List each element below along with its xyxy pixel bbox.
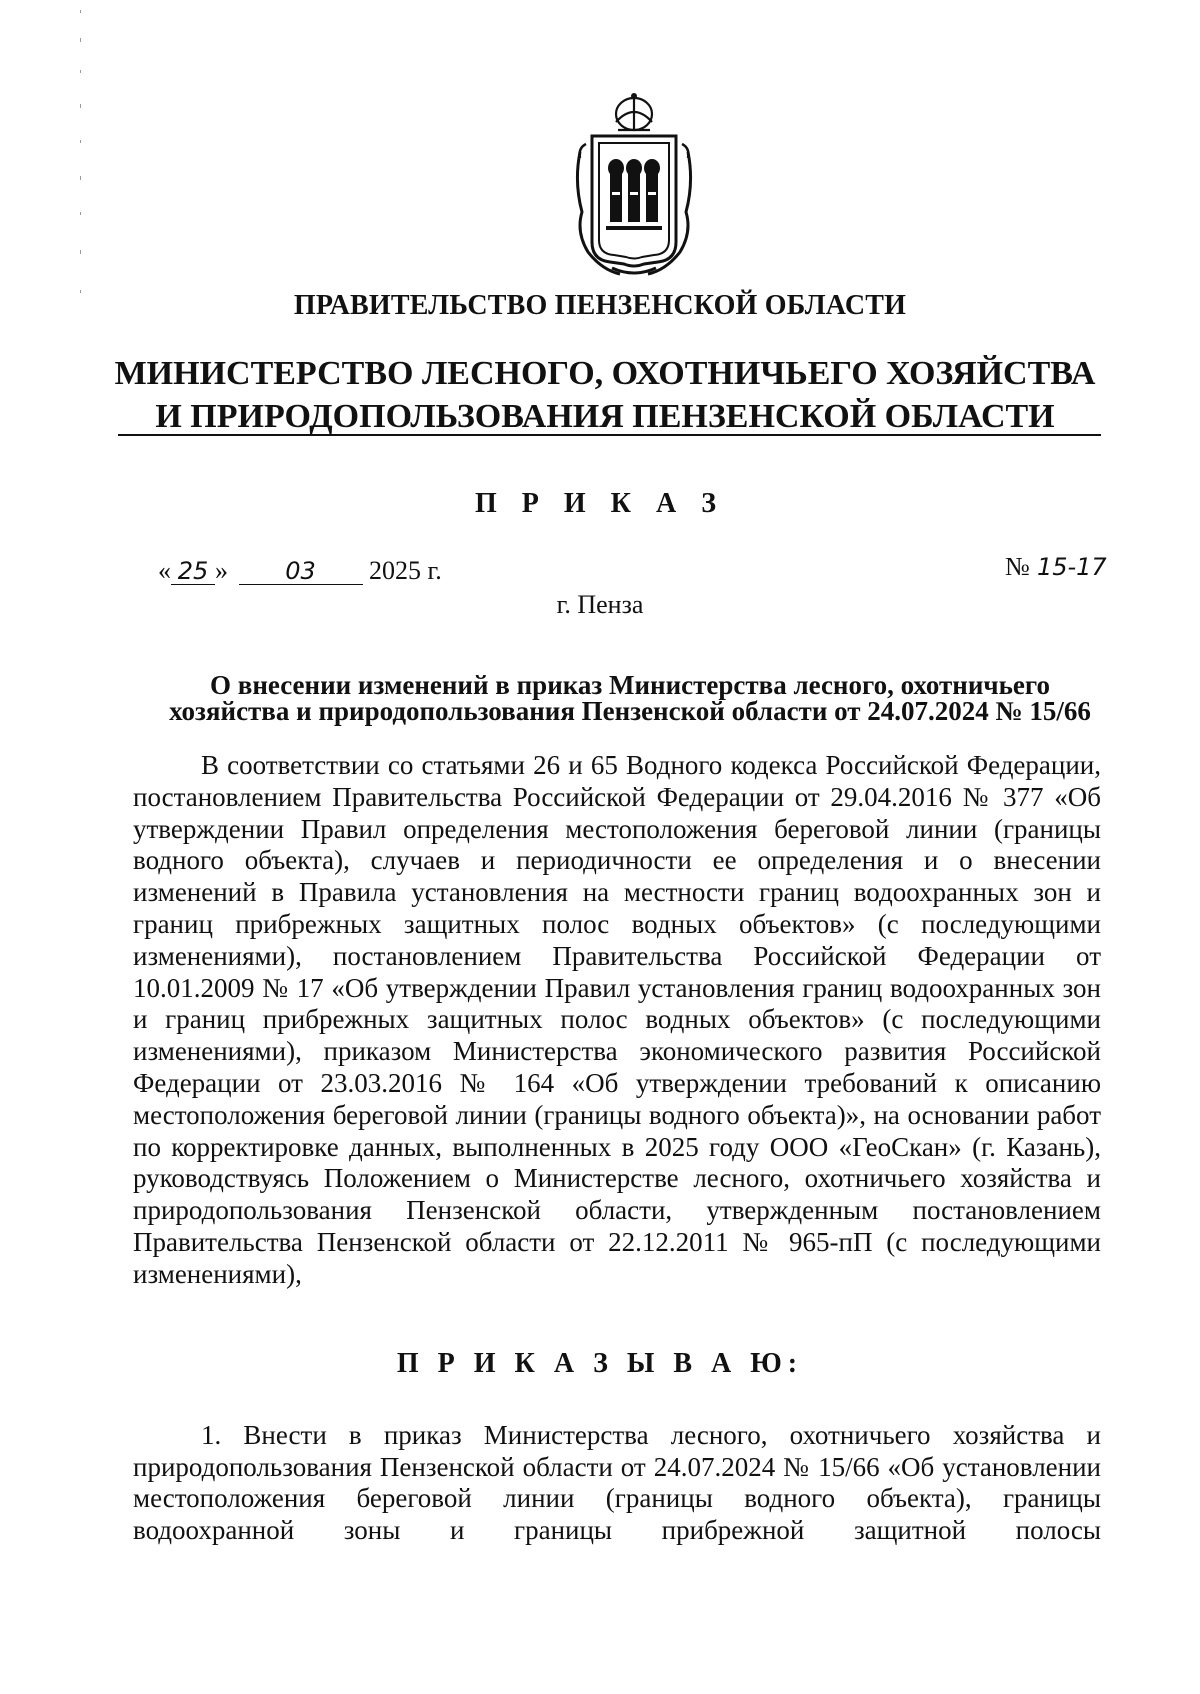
preamble-paragraph: В соответствии со статьями 26 и 65 Водного кодекса Российской Федерации, постановлением Правительства Российской Федерации от 29.04.2016 № 377 «Об утверждении Правил определения местоположения береговой линии (границы водного объекта), случаев и периодичности ее определения и о внесении изменений в Правила установления на местности границ водоохранных зон и границ прибрежных защитных полос водных объектов» (с последующими изменениями), постановлением Правительства Российской Федерации от 10.01.2009 № 17 «Об утверждении Правил установления границ водоохранных зон и границ прибрежных защитных полос водных объектов» (с последующими изменениями), приказом Министерства экономического развития Российской Федерации от 23.03.2016 № 164 «Об утверждении требований к описанию местоположения береговой линии (границы водного объекта)», на основании работ по корректировке данных, выполненных в 2025 году ООО «ГеоСкан» (г. Казань), руководствуясь Положением о Министерстве лесного, охотничьего хозяйства и природопользования Пензенской области, утвержденным постановлением Правительства Пензенской области от 22.12.2011 № 965-пП (с последующими изменениями), <box>133 750 1101 1289</box>
preamble <box>133 750 1101 1291</box>
order-day: 25 <box>171 558 215 585</box>
ministry-title-line2: И ПРИРОДОПОЛЬЗОВАНИЯ ПЕНЗЕНСКОЙ ОБЛАСТИ <box>155 398 1055 435</box>
order-point-1-text: 1. Внести в приказ Министерства лесного, охотничьего хозяйства и природопользования Пензенской области от 24.07.2024 № 15/66 «Об установлении местоположения береговой линии (границы водного объекта), границы водоохранной зоны и границы прибрежной защитной полосы <box>133 1420 1101 1545</box>
order-month: 03 <box>239 558 363 585</box>
order-subject-line1: О внесении изменений в приказ Министерства лесного, охотничьего <box>210 670 1050 700</box>
decree-heading: П Р И К А З Ы В А Ю: <box>396 1348 804 1379</box>
order-date <box>158 556 442 586</box>
order-subject-line2: хозяйства и природопользования Пензенской области от 24.07.2024 № 15/66 <box>169 696 1091 726</box>
ministry-title <box>110 352 1100 438</box>
number-sign: № <box>1005 552 1030 581</box>
government-title: ПРАВИТЕЛЬСТВО ПЕНЗЕНСКОЙ ОБЛАСТИ <box>293 290 907 321</box>
order-title: П Р И К А З <box>475 488 725 519</box>
order-point-1 <box>133 1420 1101 1546</box>
scan-margin-marks <box>78 0 84 330</box>
quote-close: » <box>215 556 228 585</box>
ministry-title-line1: МИНИСТЕРСТВО ЛЕСНОГО, ОХОТНИЧЬЕГО ХОЗЯЙСТВА <box>114 355 1096 392</box>
quote-open: « <box>158 556 171 585</box>
header-divider <box>118 434 1101 436</box>
order-city: г. Пенза <box>556 590 644 619</box>
order-subject <box>150 672 1110 724</box>
order-number <box>1005 552 1108 582</box>
order-number-value: 15-17 <box>1036 553 1107 581</box>
order-year: 2025 г. <box>369 556 442 585</box>
coat-of-arms-emblem <box>572 92 696 280</box>
